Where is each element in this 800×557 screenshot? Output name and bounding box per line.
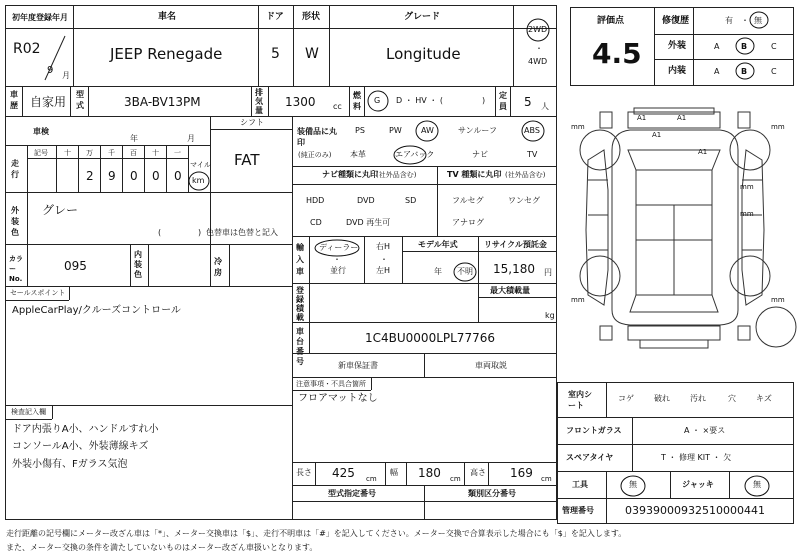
color-value: グレー (42, 203, 79, 217)
chassis-label: 車台番号 (296, 327, 304, 366)
grade-value: Longitude (386, 45, 461, 63)
tv-oneseg: ワンセグ (508, 196, 540, 205)
height-value: 169 (510, 466, 533, 480)
navi-cd: CD (310, 218, 322, 227)
model-label: 型式 (76, 90, 84, 110)
navi-hdd: HDD (306, 196, 325, 205)
drive-4wd: 4WD (528, 57, 548, 66)
grade-label: グレード (404, 12, 441, 22)
height-label: 高さ (470, 468, 486, 477)
glass-value: A ・ ×要ス (684, 426, 726, 435)
tv-analog: アナログ (452, 218, 484, 227)
color-no-value: 095 (64, 259, 87, 273)
loading-label: 登録積載 (296, 286, 304, 322)
notes-label: 注意事項・不具合箇所 (296, 380, 366, 388)
mileage-digit: 9 (108, 169, 116, 183)
repair-dot: ・ (741, 16, 749, 25)
jack-value: 無 (753, 480, 761, 489)
interior-color-label: 内装色 (134, 250, 142, 279)
equip-airbag: エアバック (395, 150, 435, 159)
car-name: JEEP Renegade (110, 45, 223, 63)
color-note: 色替車は色替と記入 (206, 228, 278, 237)
inspector-line: ドア内張りA小、ハンドルすれ小 (12, 424, 159, 435)
equip-sunroof: サンルーフ (458, 126, 497, 135)
color-note-close: ) (198, 228, 202, 237)
tools-value: 無 (629, 480, 637, 489)
width-value: 180 (418, 466, 441, 480)
drive-dot: ・ (535, 44, 543, 53)
damage-mark: A1 (637, 114, 647, 122)
month-unit: 月 (62, 71, 70, 80)
navi-dvd-play: DVD 再生可 (346, 218, 391, 227)
ext-grade-c: C (771, 42, 777, 51)
spare-label: スペアタイヤ (566, 453, 614, 462)
owner-manual: 車両取説 (475, 361, 507, 370)
inspection-year-unit: 年 (130, 134, 138, 143)
seat-scratch: キズ (756, 394, 772, 403)
damage-mark: A1 (677, 114, 687, 122)
mm-label: mm (740, 183, 754, 191)
glass-label: フロントガラス (566, 426, 622, 435)
drive-2wd: 2WD (528, 25, 548, 34)
usage-label: 車歴 (10, 90, 18, 110)
max-load-label: 最大積載量 (490, 286, 530, 295)
seat-dirt: 汚れ (690, 394, 706, 403)
repair-no: 無 (754, 16, 762, 25)
first-reg-month: 9 (47, 65, 54, 76)
tv-label: TV 種類に丸印 (447, 170, 502, 179)
km-label: km (192, 176, 205, 185)
fuel-g: G (374, 96, 381, 105)
length-value: 425 (332, 466, 355, 480)
seat-tear: 破れ (654, 394, 670, 403)
class-no-label: 類別区分番号 (468, 489, 516, 498)
import-dot: ・ (333, 255, 341, 264)
mile-label: マイル (190, 161, 211, 169)
capacity-value: 5 (524, 95, 532, 109)
car-name-label: 車名 (158, 12, 177, 22)
length-unit: cm (366, 475, 377, 483)
equip-navi: ナビ (472, 150, 488, 159)
chassis-value: 1C4BU0000LPL77766 (365, 331, 495, 345)
sales-point-text: AppleCarPlay/クルーズコントロール (12, 305, 181, 316)
repair-yes: 有 (725, 16, 733, 25)
seat-burn: コゲ (618, 394, 634, 403)
repair-history-label: 修復歴 (662, 16, 690, 26)
equip-abs: ABS (524, 126, 540, 135)
inspector-line: コンソールA小、外装薄線キズ (12, 441, 149, 452)
equipment-label: 装備品に丸印 (297, 127, 337, 147)
capacity-unit: 人 (541, 102, 549, 111)
notes-text: フロアマットなし (298, 393, 378, 404)
footer-note-2: また、メーター交換の条件を満たしていないものはメーター改ざん車扱いとなります。 (6, 543, 318, 552)
door-label: ドア (266, 12, 284, 22)
tv-fullseg: フルセグ (452, 196, 484, 205)
mgmt-label: 管理番号 (562, 506, 594, 515)
load-unit: kg (545, 311, 555, 320)
recycle-unit: 円 (544, 268, 552, 277)
door-count: 5 (271, 46, 280, 62)
width-label: 幅 (390, 468, 398, 477)
interior-label: 内装 (668, 66, 687, 76)
mgmt-value: 03939000932510000441 (625, 504, 765, 517)
color-note-open: ( (158, 228, 162, 237)
model-year-unit: 年 (434, 267, 442, 276)
shift-value: FAT (234, 151, 260, 169)
displacement-unit: cc (333, 102, 342, 111)
model-no-label: 型式指定番号 (328, 489, 376, 498)
ext-grade-b: B (741, 42, 748, 51)
place-3: 百 (130, 149, 137, 157)
place-0: 十 (64, 149, 71, 157)
score-label: 評価点 (597, 16, 625, 26)
body-shape: W (305, 46, 319, 62)
seat-label: 室内シート (568, 390, 592, 410)
recycle-label: リサイクル預託金 (484, 240, 547, 249)
mileage-label: 走行 (11, 159, 19, 179)
mm-label: mm (771, 296, 785, 304)
footer-note-1: 走行距離の記号欄にメーター改ざん車は「*」、メーター交換車は「$」、走行不明車は「#」を記入してください。メーター交換で合算表示した場合にも「$」を記入します。 (6, 529, 627, 538)
model-year-unknown: 不明 (457, 267, 473, 276)
capacity-label: 定員 (499, 91, 507, 111)
place-4: 十 (152, 149, 159, 157)
int-grade-a: A (714, 67, 720, 76)
place-1: 万 (86, 149, 93, 157)
damage-mark: A1 (698, 148, 708, 156)
first-reg-label: 初年度登録年月 (12, 13, 68, 22)
navi-sd: SD (405, 196, 417, 205)
navi-dvd: DVD (357, 196, 375, 205)
mileage-digit: 0 (130, 169, 138, 183)
first-reg-era: R02 (13, 41, 41, 57)
inspector-label: 検査記入欄 (11, 408, 46, 416)
sales-point-label: セールスポイント (10, 289, 66, 297)
import-right: 右H (376, 242, 391, 251)
import-dealer: ディーラー (319, 243, 359, 252)
recycle-value: 15,180 (493, 262, 535, 276)
mm-label: mm (740, 210, 754, 218)
shape-label: 形状 (302, 12, 321, 22)
color-label: 外装色 (11, 206, 19, 237)
spare-value: T ・ 修理 KIT ・ 欠 (661, 453, 732, 462)
aircon-label: 冷房 (214, 257, 222, 277)
import-label: 輸入車 (296, 243, 304, 276)
ext-grade-a: A (714, 42, 720, 51)
fuel-label: 燃料 (353, 91, 361, 111)
car-diagram (580, 108, 796, 348)
int-grade-b: B (741, 67, 748, 76)
exterior-label: 外装 (668, 41, 687, 51)
fuel-close: ) (482, 96, 486, 105)
height-unit: cm (541, 475, 552, 483)
fuel-options: D ・ HV ・ ( (396, 96, 443, 105)
usage-value: 自家用 (30, 95, 67, 109)
equip-leather: 本革 (350, 150, 366, 159)
navi-label: ナビ種類に丸印 (322, 170, 378, 179)
equip-ps: PS (355, 126, 365, 135)
symbol-label: 記号 (34, 149, 48, 157)
hand-dot: ・ (380, 255, 388, 264)
length-label: 長さ (296, 468, 312, 477)
place-2: 千 (108, 149, 115, 157)
mm-label: mm (571, 123, 585, 131)
new-car-warranty: 新車保証書 (338, 361, 378, 370)
place-5: 一 (174, 149, 181, 157)
mm-label: mm (571, 296, 585, 304)
jack-label: ジャッキ (682, 480, 714, 489)
damage-mark: A1 (652, 131, 662, 139)
color-no-label: カラーNo. (9, 255, 23, 283)
inspector-line: 外装小傷有、Fガラス気泡 (12, 459, 128, 470)
inspection-month-unit: 月 (187, 134, 195, 143)
mm-label: mm (771, 123, 785, 131)
mileage-digit: 2 (86, 169, 94, 183)
score-value: 4.5 (592, 37, 642, 70)
mileage-digit: 0 (174, 169, 182, 183)
equip-pw: PW (389, 126, 402, 135)
int-grade-c: C (771, 67, 777, 76)
mileage-digit: 0 (152, 169, 160, 183)
tv-sub: (社外品含む) (505, 171, 546, 179)
model-year-label: モデル年式 (418, 240, 458, 249)
import-left: 左H (376, 266, 391, 275)
equip-tv: TV (527, 150, 538, 159)
equip-aw: AW (421, 126, 434, 135)
equipment-sublabel: (純正のみ) (298, 151, 332, 159)
width-unit: cm (450, 475, 461, 483)
seat-hole: 穴 (728, 394, 736, 403)
tools-label: 工具 (572, 480, 588, 489)
inspection-label: 車検 (33, 127, 49, 136)
import-parallel: 並行 (330, 266, 346, 275)
displacement-label: 排気量 (255, 88, 263, 115)
model-value: 3BA-BV13PM (124, 95, 201, 109)
navi-sub: (社外品含む) (376, 171, 417, 179)
shift-label: シフト (240, 118, 264, 127)
displacement-value: 1300 (285, 95, 316, 109)
